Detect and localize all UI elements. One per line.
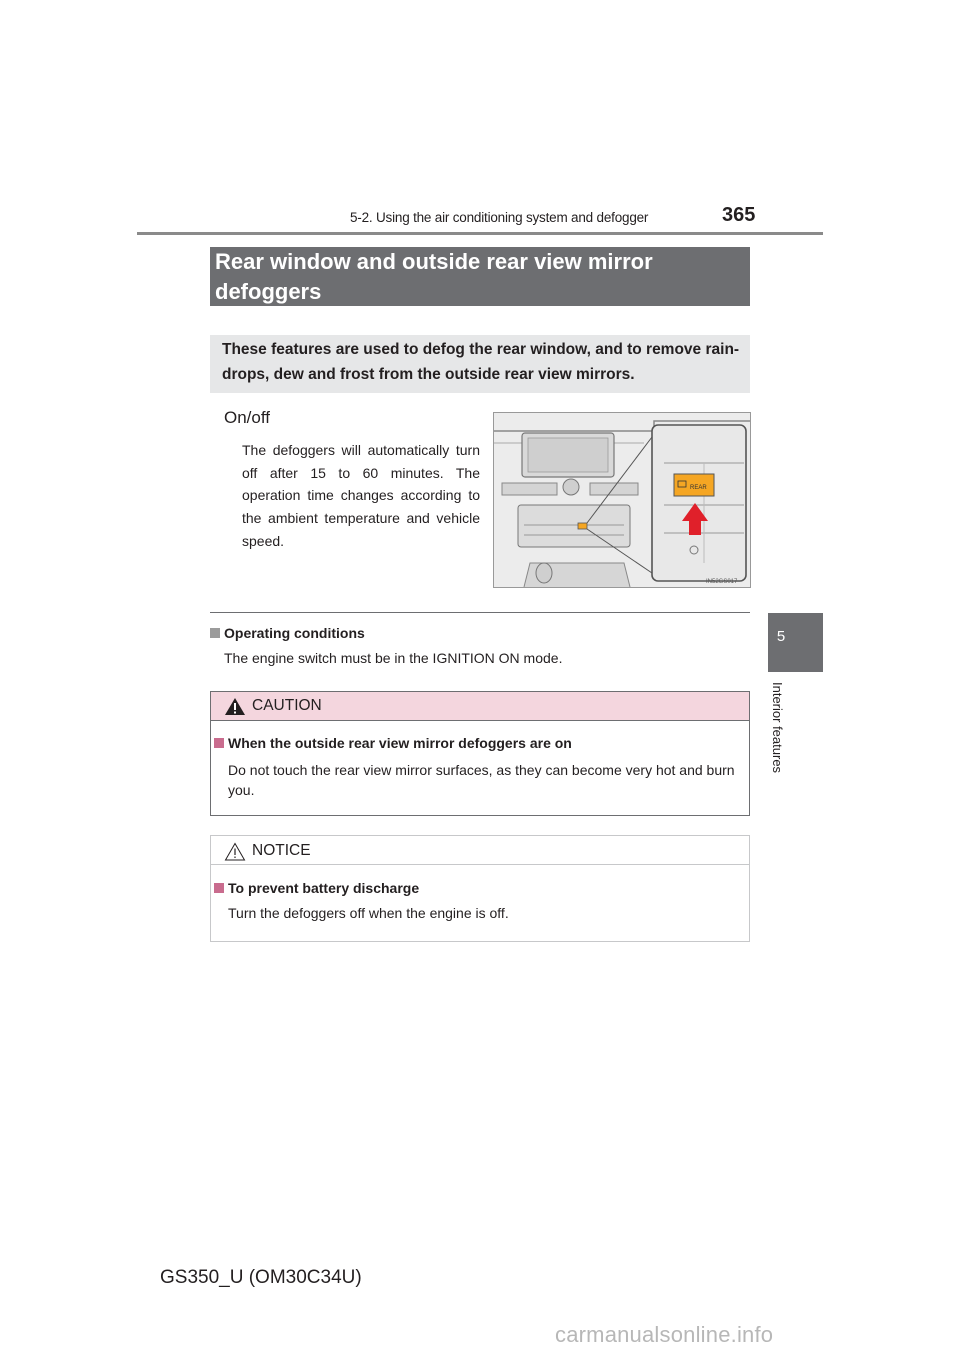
watermark: carmanualsonline.info <box>555 1322 774 1347</box>
dashboard-illustration <box>493 412 751 588</box>
notice-heading: To prevent battery discharge <box>214 880 419 896</box>
page-title-line-1: Rear window and outside rear view mirror <box>215 249 653 274</box>
rear-button-label: REAR <box>690 485 707 491</box>
intro-line-1: These features are used to defog the rear window, and to remove rain- <box>222 341 740 358</box>
caution-text: Do not touch the rear view mirror surfaces, as they can become very hot and burn you. <box>228 762 735 798</box>
intro-text <box>222 337 744 387</box>
illustration-code: IN52GS017 <box>706 579 738 585</box>
page-title-line-2: defoggers <box>215 278 322 304</box>
caution-heading: When the outside rear view mirror defoggers are on <box>214 735 572 751</box>
notice-text: Turn the defoggers off when the engine is off. <box>228 905 509 921</box>
operating-conditions-text: The engine switch must be in the IGNITION ON mode. <box>224 650 563 666</box>
notice-triangle-icon <box>224 842 246 861</box>
bullet-square-icon <box>214 738 224 748</box>
intro-line-2: drops, dew and frost from the outside rear view mirrors. <box>222 366 635 383</box>
bullet-square-icon <box>210 628 220 638</box>
model-code: GS350_U (OM30C34U) <box>160 1267 362 1288</box>
chapter-label: Interior features <box>770 682 785 774</box>
chapter-number: 5 <box>776 628 786 645</box>
page-number: 365 <box>722 204 756 226</box>
caution-title: CAUTION <box>252 697 322 714</box>
page-title <box>215 247 735 306</box>
onoff-label: On/off <box>224 408 270 427</box>
section-divider <box>210 612 750 613</box>
bullet-square-icon <box>214 883 224 893</box>
operating-conditions-heading: Operating conditions <box>210 625 365 641</box>
warning-triangle-icon <box>224 697 246 716</box>
header-divider <box>137 232 823 235</box>
section-title: 5-2. Using the air conditioning system and defogger <box>350 210 649 225</box>
notice-title: NOTICE <box>252 842 311 859</box>
dashboard-drawing <box>494 413 750 587</box>
onoff-description: The defoggers will automatically turn off after 15 to 60 minutes. The operation time changes according to the ambient temperature and vehicle speed. <box>242 442 480 549</box>
